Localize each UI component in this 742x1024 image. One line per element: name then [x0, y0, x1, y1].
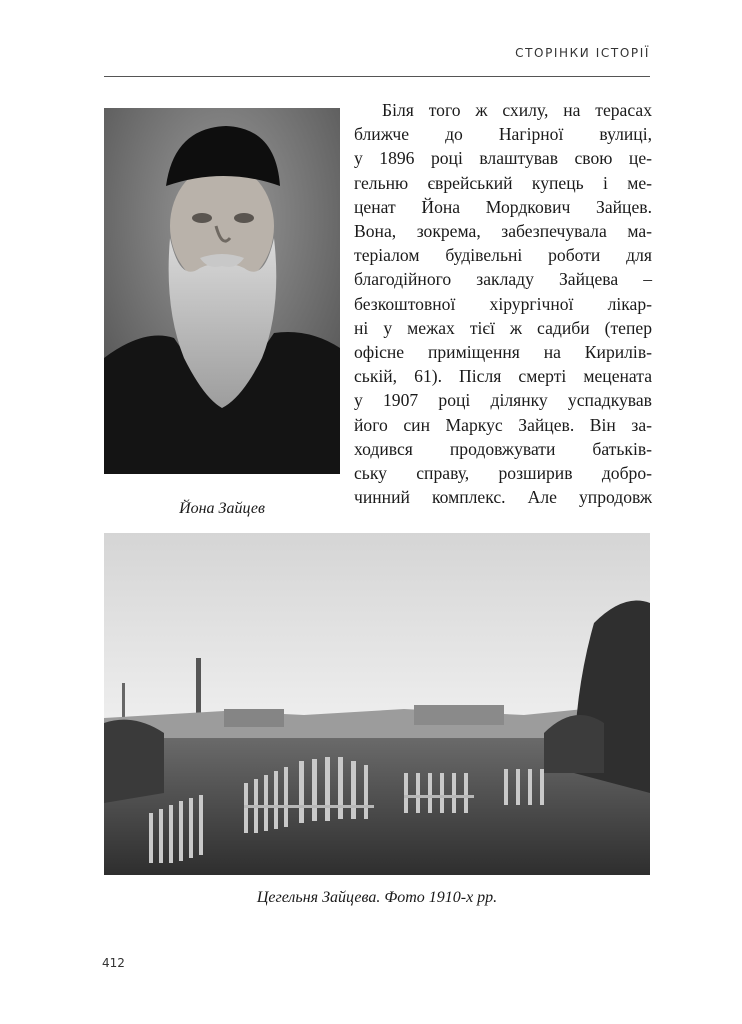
text-line: ську справу, розширив добро- [354, 463, 652, 484]
text-line: безкоштовної хірургічної лікар- [354, 293, 652, 314]
portrait-photo [104, 108, 340, 474]
header-rule [104, 76, 650, 77]
brickworks-photo [104, 533, 650, 875]
text-line: ходився продовжувати батьків- [354, 438, 652, 459]
page-number: 412 [102, 956, 125, 970]
portrait-caption: Йона Зайцев [179, 500, 265, 517]
text-line: Біля того ж схилу, на терасах [382, 100, 652, 120]
text-line: ценат Йона Мордкович Зайцев. [354, 196, 652, 217]
article-text [354, 98, 652, 509]
text-line: його син Маркус Зайцев. Він за- [354, 414, 652, 435]
brickworks-caption: Цегельня Зайцева. Фото 1910-х рр. [256, 889, 498, 906]
text-line: благодійного закладу Зайцева – [354, 269, 652, 290]
text-line: ближче до Нагірної вулиці, [354, 124, 652, 145]
text-line: Вона, зокрема, забезпечувала ма- [354, 221, 652, 242]
text-line: у 1907 році ділянку успадкував [354, 390, 652, 411]
text-line: ській, 61). Після смерті мецената [354, 366, 652, 387]
text-line: чинний комплекс. Але упродовж [354, 487, 652, 508]
text-line: у 1896 році влаштував свою це- [354, 148, 652, 169]
text-line: гельню єврейський купець і ме- [354, 172, 652, 193]
running-head: СТОРІНКИ ІСТОРІЇ [515, 46, 650, 60]
text-line: офісне приміщення на Кирилів- [354, 342, 652, 363]
text-line: теріалом будівельні роботи для [354, 245, 652, 266]
text-line: ні у межах тієї ж садиби (тепер [354, 317, 652, 338]
